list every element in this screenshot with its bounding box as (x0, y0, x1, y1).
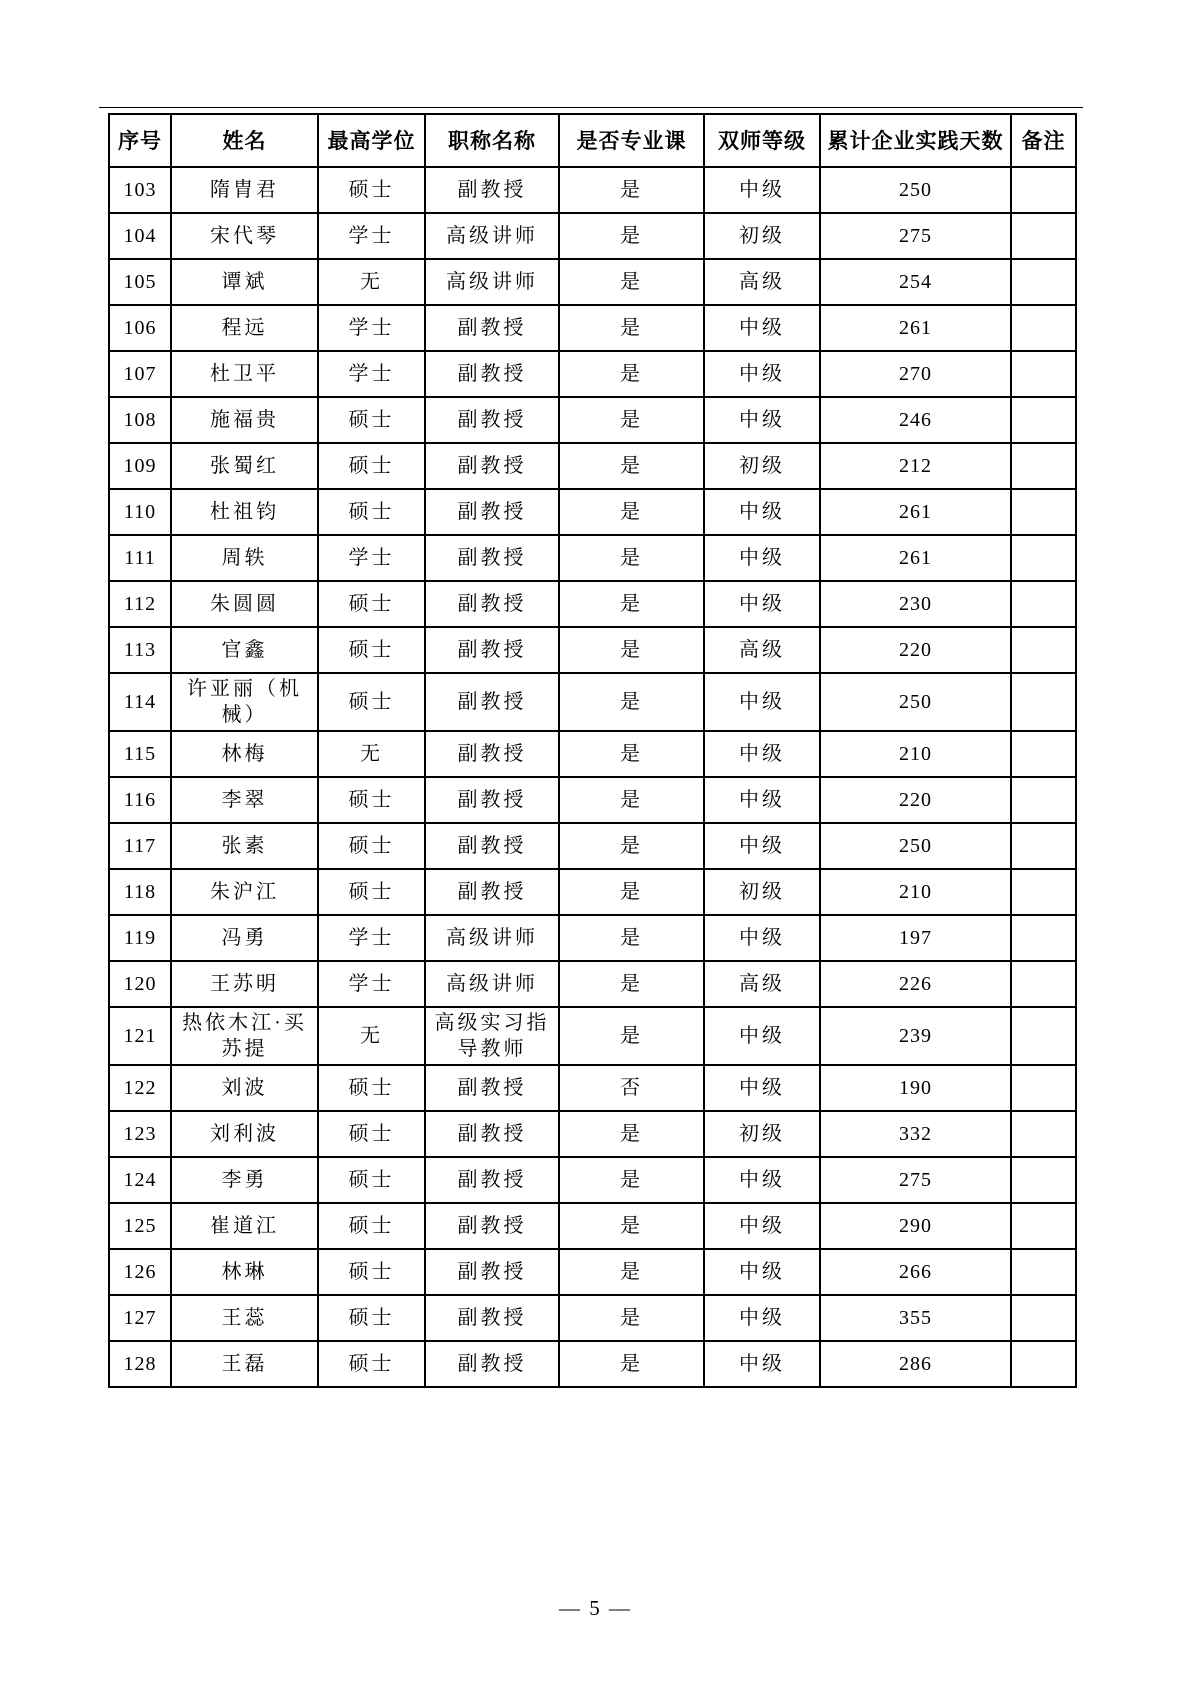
cell-remarks (1011, 1157, 1076, 1203)
cell-remarks (1011, 1065, 1076, 1111)
cell-index: 111 (109, 535, 171, 581)
table-row (109, 1295, 1076, 1341)
cell-remarks (1011, 259, 1076, 305)
cell-index: 113 (109, 627, 171, 673)
cell-dual-teacher-level: 初级 (704, 869, 820, 915)
cell-professional-course: 是 (559, 1157, 704, 1203)
cell-name: 杜祖钧 (171, 489, 318, 535)
table-row (109, 731, 1076, 777)
cell-dual-teacher-level: 高级 (704, 627, 820, 673)
table-row (109, 777, 1076, 823)
cell-degree: 硕士 (318, 1157, 425, 1203)
cell-name: 隋胄君 (171, 167, 318, 213)
cell-title: 副教授 (425, 443, 559, 489)
cell-remarks (1011, 1111, 1076, 1157)
cell-degree: 硕士 (318, 489, 425, 535)
cell-name: 杜卫平 (171, 351, 318, 397)
cell-professional-course: 是 (559, 535, 704, 581)
cell-degree: 硕士 (318, 1341, 425, 1387)
cell-remarks (1011, 397, 1076, 443)
column-header-remarks: 备注 (1011, 114, 1076, 167)
cell-professional-course: 是 (559, 167, 704, 213)
cell-remarks (1011, 823, 1076, 869)
cell-index: 121 (109, 1007, 171, 1065)
cell-degree: 硕士 (318, 777, 425, 823)
table-row (109, 627, 1076, 673)
cell-name: 林琳 (171, 1249, 318, 1295)
table-row (109, 961, 1076, 1007)
cell-dual-teacher-level: 中级 (704, 673, 820, 731)
table-row (109, 1157, 1076, 1203)
table-row (109, 823, 1076, 869)
cell-remarks (1011, 961, 1076, 1007)
cell-dual-teacher-level: 中级 (704, 1203, 820, 1249)
cell-dual-teacher-level: 中级 (704, 777, 820, 823)
cell-title: 副教授 (425, 305, 559, 351)
cell-degree: 无 (318, 259, 425, 305)
cell-practice-days: 197 (820, 915, 1011, 961)
cell-name: 官鑫 (171, 627, 318, 673)
cell-professional-course: 是 (559, 213, 704, 259)
cell-title: 高级讲师 (425, 915, 559, 961)
cell-practice-days: 250 (820, 823, 1011, 869)
cell-dual-teacher-level: 中级 (704, 581, 820, 627)
cell-name: 刘波 (171, 1065, 318, 1111)
cell-name: 张素 (171, 823, 318, 869)
cell-remarks (1011, 443, 1076, 489)
cell-degree: 硕士 (318, 1111, 425, 1157)
cell-degree: 硕士 (318, 443, 425, 489)
table-row (109, 673, 1076, 731)
cell-remarks (1011, 869, 1076, 915)
cell-remarks (1011, 1249, 1076, 1295)
cell-practice-days: 261 (820, 489, 1011, 535)
cell-professional-course: 否 (559, 1065, 704, 1111)
cell-title: 高级讲师 (425, 961, 559, 1007)
cell-index: 116 (109, 777, 171, 823)
cell-index: 103 (109, 167, 171, 213)
table-body (109, 167, 1076, 1387)
cell-remarks (1011, 489, 1076, 535)
cell-remarks (1011, 351, 1076, 397)
cell-title: 副教授 (425, 823, 559, 869)
cell-title: 副教授 (425, 1111, 559, 1157)
cell-degree: 硕士 (318, 627, 425, 673)
cell-name: 朱沪江 (171, 869, 318, 915)
cell-practice-days: 239 (820, 1007, 1011, 1065)
cell-professional-course: 是 (559, 259, 704, 305)
cell-title: 副教授 (425, 1065, 559, 1111)
table-row (109, 213, 1076, 259)
table-row (109, 1341, 1076, 1387)
column-header-degree: 最高学位 (318, 114, 425, 167)
cell-title: 副教授 (425, 1203, 559, 1249)
cell-title: 副教授 (425, 1157, 559, 1203)
cell-degree: 学士 (318, 305, 425, 351)
cell-remarks (1011, 581, 1076, 627)
cell-practice-days: 270 (820, 351, 1011, 397)
column-header-title: 职称名称 (425, 114, 559, 167)
cell-degree: 硕士 (318, 1065, 425, 1111)
cell-title: 副教授 (425, 167, 559, 213)
cell-title: 副教授 (425, 731, 559, 777)
cell-professional-course: 是 (559, 961, 704, 1007)
cell-index: 119 (109, 915, 171, 961)
cell-practice-days: 246 (820, 397, 1011, 443)
column-header-dual-teacher-level: 双师等级 (704, 114, 820, 167)
cell-remarks (1011, 535, 1076, 581)
cell-dual-teacher-level: 中级 (704, 1295, 820, 1341)
cell-dual-teacher-level: 中级 (704, 1157, 820, 1203)
cell-dual-teacher-level: 高级 (704, 259, 820, 305)
cell-name: 施福贵 (171, 397, 318, 443)
cell-practice-days: 250 (820, 673, 1011, 731)
cell-professional-course: 是 (559, 1007, 704, 1065)
cell-remarks (1011, 731, 1076, 777)
cell-professional-course: 是 (559, 489, 704, 535)
table-row (109, 1111, 1076, 1157)
cell-title: 副教授 (425, 581, 559, 627)
teacher-practice-table (108, 113, 1077, 1388)
cell-professional-course: 是 (559, 673, 704, 731)
cell-professional-course: 是 (559, 823, 704, 869)
cell-index: 114 (109, 673, 171, 731)
cell-degree: 硕士 (318, 167, 425, 213)
column-header-index: 序号 (109, 114, 171, 167)
cell-dual-teacher-level: 初级 (704, 213, 820, 259)
cell-dual-teacher-level: 中级 (704, 731, 820, 777)
cell-degree: 硕士 (318, 1295, 425, 1341)
cell-index: 109 (109, 443, 171, 489)
table-row (109, 535, 1076, 581)
cell-title: 副教授 (425, 397, 559, 443)
cell-practice-days: 266 (820, 1249, 1011, 1295)
table-row (109, 1249, 1076, 1295)
table-row (109, 1007, 1076, 1065)
cell-name: 张蜀红 (171, 443, 318, 489)
cell-dual-teacher-level: 中级 (704, 915, 820, 961)
cell-title: 副教授 (425, 535, 559, 581)
cell-degree: 硕士 (318, 673, 425, 731)
cell-dual-teacher-level: 中级 (704, 167, 820, 213)
cell-name: 宋代琴 (171, 213, 318, 259)
cell-remarks (1011, 1295, 1076, 1341)
cell-practice-days: 210 (820, 869, 1011, 915)
cell-title: 副教授 (425, 869, 559, 915)
table-row (109, 167, 1076, 213)
table-row (109, 351, 1076, 397)
cell-name: 王蕊 (171, 1295, 318, 1341)
cell-professional-course: 是 (559, 305, 704, 351)
cell-degree: 硕士 (318, 1203, 425, 1249)
column-header-name: 姓名 (171, 114, 318, 167)
table-row (109, 869, 1076, 915)
cell-remarks (1011, 1203, 1076, 1249)
cell-index: 120 (109, 961, 171, 1007)
cell-name: 周轶 (171, 535, 318, 581)
cell-index: 128 (109, 1341, 171, 1387)
cell-index: 117 (109, 823, 171, 869)
cell-professional-course: 是 (559, 1111, 704, 1157)
cell-index: 127 (109, 1295, 171, 1341)
cell-name: 许亚丽（机械） (171, 673, 318, 731)
cell-dual-teacher-level: 中级 (704, 351, 820, 397)
page-number: — 5 — (559, 1596, 632, 1620)
cell-name: 崔道江 (171, 1203, 318, 1249)
cell-remarks (1011, 627, 1076, 673)
cell-name: 王苏明 (171, 961, 318, 1007)
cell-remarks (1011, 1341, 1076, 1387)
cell-practice-days: 220 (820, 627, 1011, 673)
cell-title: 副教授 (425, 351, 559, 397)
cell-practice-days: 290 (820, 1203, 1011, 1249)
cell-degree: 硕士 (318, 823, 425, 869)
cell-dual-teacher-level: 中级 (704, 1341, 820, 1387)
cell-remarks (1011, 673, 1076, 731)
cell-professional-course: 是 (559, 731, 704, 777)
cell-practice-days: 254 (820, 259, 1011, 305)
table-row (109, 259, 1076, 305)
cell-index: 126 (109, 1249, 171, 1295)
cell-dual-teacher-level: 中级 (704, 489, 820, 535)
cell-dual-teacher-level: 高级 (704, 961, 820, 1007)
cell-practice-days: 332 (820, 1111, 1011, 1157)
cell-index: 106 (109, 305, 171, 351)
cell-professional-course: 是 (559, 1295, 704, 1341)
cell-title: 副教授 (425, 1341, 559, 1387)
cell-title: 高级讲师 (425, 213, 559, 259)
table-row (109, 489, 1076, 535)
cell-title: 副教授 (425, 627, 559, 673)
cell-degree: 硕士 (318, 397, 425, 443)
cell-title: 副教授 (425, 1249, 559, 1295)
cell-professional-course: 是 (559, 351, 704, 397)
cell-practice-days: 230 (820, 581, 1011, 627)
cell-professional-course: 是 (559, 627, 704, 673)
cell-dual-teacher-level: 中级 (704, 1065, 820, 1111)
cell-professional-course: 是 (559, 397, 704, 443)
cell-professional-course: 是 (559, 581, 704, 627)
cell-remarks (1011, 1007, 1076, 1065)
cell-practice-days: 212 (820, 443, 1011, 489)
cell-degree: 硕士 (318, 581, 425, 627)
cell-name: 程远 (171, 305, 318, 351)
cell-name: 冯勇 (171, 915, 318, 961)
cell-dual-teacher-level: 中级 (704, 1007, 820, 1065)
table-row (109, 1065, 1076, 1111)
cell-degree: 硕士 (318, 1249, 425, 1295)
cell-practice-days: 355 (820, 1295, 1011, 1341)
cell-index: 105 (109, 259, 171, 305)
cell-practice-days: 220 (820, 777, 1011, 823)
cell-professional-course: 是 (559, 777, 704, 823)
cell-degree: 学士 (318, 535, 425, 581)
table-row (109, 305, 1076, 351)
cell-degree: 学士 (318, 915, 425, 961)
cell-index: 123 (109, 1111, 171, 1157)
cell-practice-days: 275 (820, 1157, 1011, 1203)
cell-name: 王磊 (171, 1341, 318, 1387)
cell-dual-teacher-level: 初级 (704, 443, 820, 489)
table-top-rule (99, 107, 1083, 108)
cell-practice-days: 210 (820, 731, 1011, 777)
cell-degree: 学士 (318, 961, 425, 1007)
column-header-practice-days: 累计企业实践天数 (820, 114, 1011, 167)
cell-remarks (1011, 305, 1076, 351)
table-row (109, 1203, 1076, 1249)
cell-index: 125 (109, 1203, 171, 1249)
cell-remarks (1011, 213, 1076, 259)
cell-dual-teacher-level: 中级 (704, 823, 820, 869)
cell-professional-course: 是 (559, 1203, 704, 1249)
cell-name: 林梅 (171, 731, 318, 777)
cell-practice-days: 261 (820, 305, 1011, 351)
cell-degree: 学士 (318, 351, 425, 397)
table-row (109, 397, 1076, 443)
cell-remarks (1011, 167, 1076, 213)
column-header-professional-course: 是否专业课 (559, 114, 704, 167)
cell-name: 朱圆圆 (171, 581, 318, 627)
cell-title: 副教授 (425, 673, 559, 731)
cell-index: 107 (109, 351, 171, 397)
cell-practice-days: 190 (820, 1065, 1011, 1111)
table-row (109, 443, 1076, 489)
cell-practice-days: 286 (820, 1341, 1011, 1387)
cell-title: 副教授 (425, 777, 559, 823)
cell-index: 122 (109, 1065, 171, 1111)
cell-index: 112 (109, 581, 171, 627)
cell-dual-teacher-level: 初级 (704, 1111, 820, 1157)
cell-name: 热依木江·买苏提 (171, 1007, 318, 1065)
cell-name: 李勇 (171, 1157, 318, 1203)
cell-degree: 学士 (318, 213, 425, 259)
cell-practice-days: 261 (820, 535, 1011, 581)
table-row (109, 915, 1076, 961)
cell-degree: 无 (318, 1007, 425, 1065)
table-row (109, 581, 1076, 627)
cell-degree: 无 (318, 731, 425, 777)
cell-practice-days: 275 (820, 213, 1011, 259)
cell-dual-teacher-level: 中级 (704, 535, 820, 581)
cell-professional-course: 是 (559, 443, 704, 489)
cell-remarks (1011, 915, 1076, 961)
cell-dual-teacher-level: 中级 (704, 305, 820, 351)
cell-degree: 硕士 (318, 869, 425, 915)
cell-professional-course: 是 (559, 1341, 704, 1387)
cell-title: 副教授 (425, 489, 559, 535)
cell-title: 高级讲师 (425, 259, 559, 305)
cell-index: 104 (109, 213, 171, 259)
cell-index: 124 (109, 1157, 171, 1203)
cell-remarks (1011, 777, 1076, 823)
cell-practice-days: 250 (820, 167, 1011, 213)
cell-professional-course: 是 (559, 1249, 704, 1295)
cell-professional-course: 是 (559, 915, 704, 961)
cell-index: 118 (109, 869, 171, 915)
cell-name: 李翠 (171, 777, 318, 823)
cell-dual-teacher-level: 中级 (704, 1249, 820, 1295)
table-header-row (109, 114, 1076, 167)
cell-title: 副教授 (425, 1295, 559, 1341)
cell-name: 谭斌 (171, 259, 318, 305)
cell-practice-days: 226 (820, 961, 1011, 1007)
cell-professional-course: 是 (559, 869, 704, 915)
cell-dual-teacher-level: 中级 (704, 397, 820, 443)
cell-index: 108 (109, 397, 171, 443)
cell-name: 刘利波 (171, 1111, 318, 1157)
cell-index: 115 (109, 731, 171, 777)
cell-title: 高级实习指导教师 (425, 1007, 559, 1065)
cell-index: 110 (109, 489, 171, 535)
